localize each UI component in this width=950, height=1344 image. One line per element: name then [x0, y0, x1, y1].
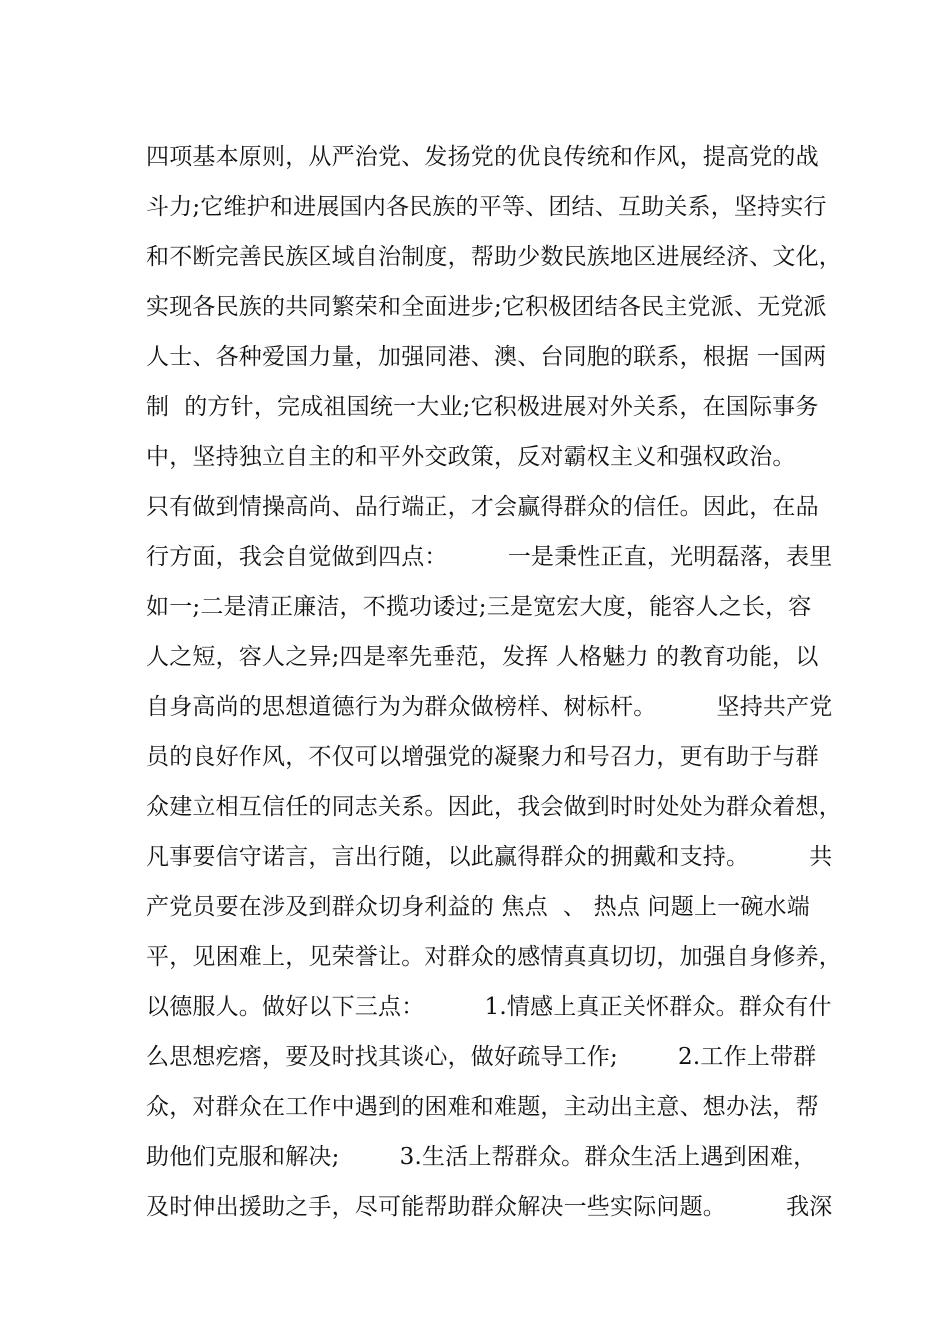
- text-line: 凡事要信守诺言，言出行随，以此赢得群众的拥戴和支持。 共: [146, 844, 833, 870]
- text-line: 员的良好作风，不仅可以增强党的凝聚力和号召力，更有助于与群: [146, 744, 819, 770]
- body-text: [146, 132, 842, 1232]
- text-line: 众建立相互信任的同志关系。因此，我会做到时时处处为群众着想，: [146, 794, 842, 820]
- text-line: 以德服人。做好以下三点： 1.情感上真正关怀群众。群众有什: [146, 994, 832, 1020]
- text-line: 人士、各种爱国力量，加强同港、澳、台同胞的联系，根据 一国两: [146, 344, 827, 370]
- text-line: 平，见困难上，见荣誉让。对群众的感情真真切切，加强自身修养，: [146, 944, 842, 970]
- text-line: 实现各民族的共同繁荣和全面进步;它积极团结各民主党派、无党派: [146, 294, 827, 320]
- text-line: 及时伸出援助之手，尽可能帮助群众解决一些实际问题。 我深: [146, 1194, 833, 1220]
- text-line: 斗力;它维护和进展国内各民族的平等、团结、互助关系，坚持实行: [146, 194, 827, 220]
- text-line: 么思想疙瘩，要及时找其谈心，做好疏导工作; 2.工作上带群: [146, 1044, 817, 1070]
- text-line: 人之短，容人之异;四是率先垂范，发挥 人格魅力 的教育功能，以: [146, 644, 819, 670]
- text-line: 制 的方针，完成祖国统一大业;它积极进展对外关系，在国际事务: [146, 394, 819, 420]
- text-line: 产党员要在涉及到群众切身利益的 焦点 、 热点 问题上一碗水端: [146, 894, 810, 920]
- text-line: 如一;二是清正廉洁，不揽功诿过;三是宽宏大度，能容人之长，容: [146, 594, 812, 620]
- text-line: 四项基本原则，从严治党、发扬党的优良传统和作风，提高党的战: [146, 144, 819, 170]
- text-line: 只有做到情操高尚、品行端正，才会赢得群众的信任。因此，在品: [146, 494, 819, 520]
- text-line: 中，坚持独立自主的和平外交政策，反对霸权主义和强权政治。: [146, 444, 796, 470]
- text-line: 行方面，我会自觉做到四点： 一是秉性正直，光明磊落，表里: [146, 544, 833, 570]
- text-line: 众，对群众在工作中遇到的困难和难题，主动出主意、想办法，帮: [146, 1094, 819, 1120]
- text-line: 和不断完善民族区域自治制度，帮助少数民族地区进展经济、文化，: [146, 244, 842, 270]
- text-line: 助他们克服和解决; 3.生活上帮群众。群众生活上遇到困难，: [146, 1144, 817, 1170]
- text-line: 自身高尚的思想道德行为为群众做榜样、树标杆。 坚持共产党: [146, 694, 833, 720]
